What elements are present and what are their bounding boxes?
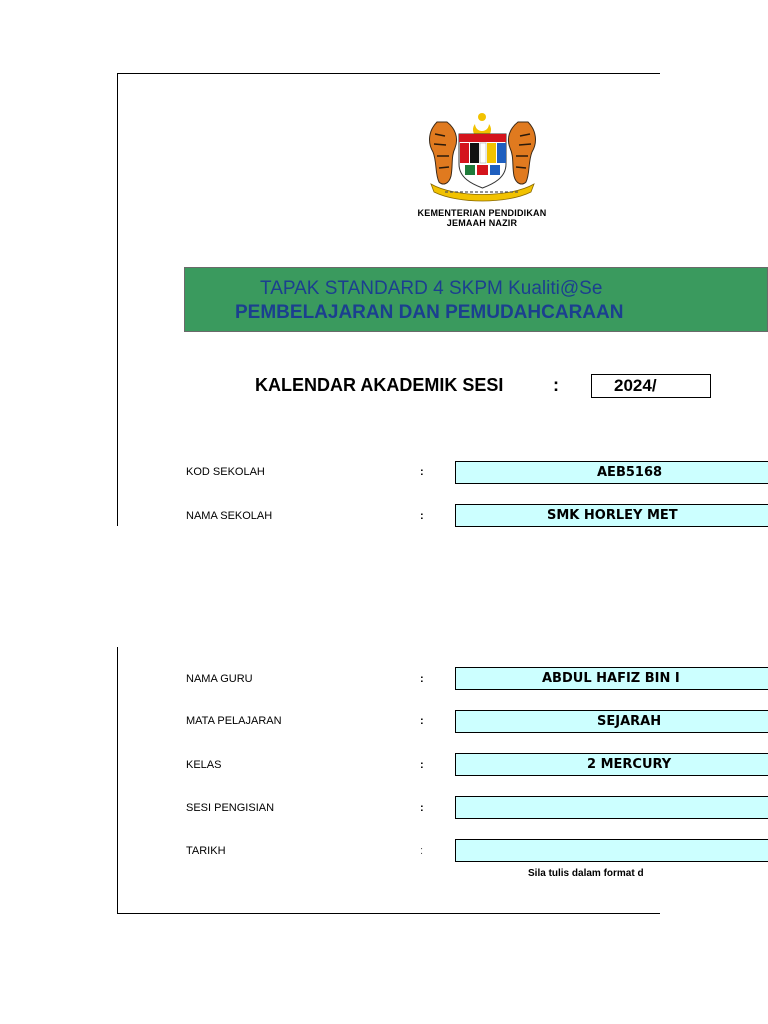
ministry-name: KEMENTERIAN PENDIDIKAN [417, 208, 547, 218]
sheet-bottom-border [117, 913, 660, 914]
field-colon: : [420, 759, 424, 771]
sesi-pengisian-input[interactable] [455, 796, 768, 819]
field-colon: : [420, 466, 424, 478]
field-label-kelas: KELAS [186, 759, 222, 771]
tarikh-input[interactable] [455, 839, 768, 862]
field-label-sesi-pengisian: SESI PENGISIAN [186, 802, 275, 814]
kod-sekolah-input[interactable]: AEB5168 [455, 461, 768, 484]
title-banner [184, 267, 768, 332]
field-colon: : [420, 802, 424, 814]
field-colon: : [420, 715, 424, 727]
field-colon: : [420, 845, 424, 857]
nama-guru-input[interactable]: ABDUL HAFIZ BIN I [455, 667, 768, 690]
field-label-mata-pelajaran: MATA PELAJARAN [186, 715, 282, 727]
field-label-nama-guru: NAMA GURU [186, 673, 253, 685]
malaysia-coat-of-arms-icon [425, 112, 540, 202]
department-name: JEMAAH NAZIR [446, 218, 518, 228]
banner-title-line2: PEMBELAJARAN DAN PEMUDAHCARAAN [235, 302, 624, 323]
academic-session-label: KALENDAR AKADEMIK SESI [255, 375, 504, 395]
field-label-kod-sekolah: KOD SEKOLAH [186, 466, 265, 478]
date-format-note: Sila tulis dalam format d [528, 868, 644, 879]
field-label-nama-sekolah: NAMA SEKOLAH [186, 510, 273, 522]
field-label-tarikh: TARIKH [186, 845, 226, 857]
sheet-left-border-lower [117, 647, 118, 914]
sheet-top-border [117, 73, 660, 74]
mata-pelajaran-input[interactable]: SEJARAH [455, 710, 768, 733]
academic-session-input[interactable]: 2024/ [591, 374, 711, 398]
sheet-left-border-upper [117, 73, 118, 526]
academic-session-colon: : [553, 375, 559, 395]
field-colon: : [420, 673, 424, 685]
nama-sekolah-input[interactable]: SMK HORLEY MET [455, 504, 768, 527]
field-colon: : [420, 510, 424, 522]
banner-title-line1: TAPAK STANDARD 4 SKPM Kualiti@Se [260, 278, 603, 299]
kelas-input[interactable]: 2 MERCURY [455, 753, 768, 776]
